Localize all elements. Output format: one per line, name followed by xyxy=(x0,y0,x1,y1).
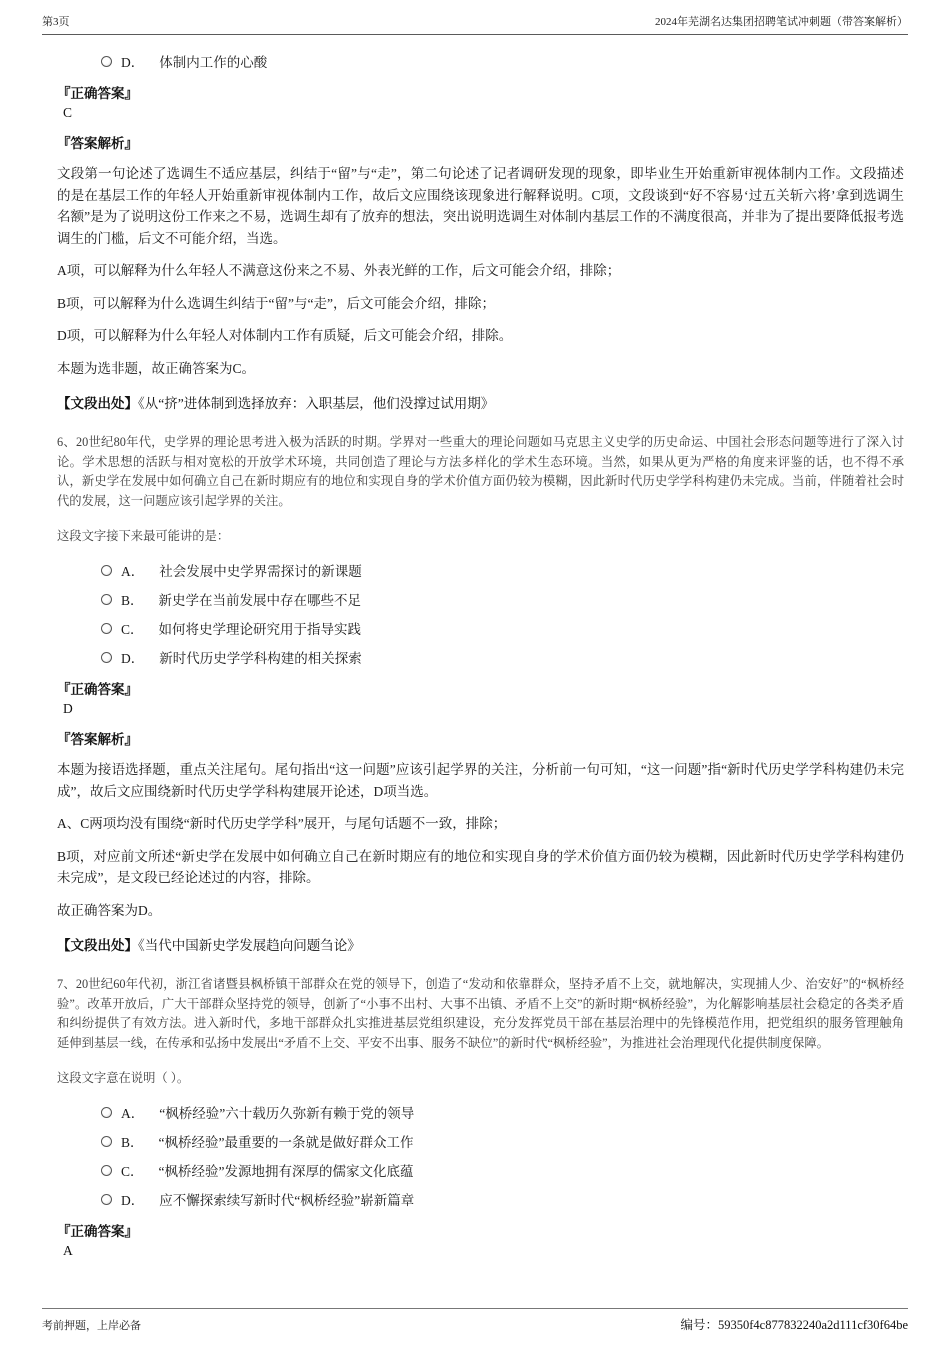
option-text: 新史学在当前发展中存在哪些不足 xyxy=(158,593,362,608)
source-label: 【文段出处】 xyxy=(57,396,138,411)
analysis-label: 『答案解析』 xyxy=(57,136,138,151)
option-letter: B． xyxy=(121,1135,144,1150)
analysis-paragraph: 文段第一句论述了选调生不适应基层，纠结于“留”与“走”，第二句论述了记者调研发现的现象，即毕业生开始重新审视体制内工作。文段描述的是在基层工作的年轻人开始重新审视体制内工作，故后文应围绕该现象进行解释说明。C项，文段谈到“好不容易‘过五关斩六将’拿到选调生名额”是为了说明这份工作来之不易，选调生却有了放弃的想法，突出说明选调生对体制内基层工作的不满度很高，并非为了提出要降低报考选调生的门槛，后文不可能介绍，当选。 xyxy=(57,166,904,246)
radio-icon[interactable] xyxy=(101,623,112,634)
radio-icon[interactable] xyxy=(101,1194,112,1205)
option-text: 应不懈探索续写新时代“枫桥经验”崭新篇章 xyxy=(159,1193,415,1208)
analysis-paragraph: B项，可以解释为什么选调生纠结于“留”与“走”，后文可能会介绍，排除； xyxy=(57,295,495,311)
option-text: “枫桥经验”六十载历久弥新有赖于党的领导 xyxy=(159,1106,415,1121)
option-letter: A． xyxy=(121,564,145,579)
page-header xyxy=(42,0,908,35)
analysis-paragraph: 本题为接语选择题，重点关注尾句。尾句指出“这一问题”应该引起学界的关注，分析前一句可知，“这一问题”指“新时代历史学学科构建仍未完成”，故后文应围绕新时代历史学学科构建展开论述，D项当选。 xyxy=(57,762,904,799)
radio-icon[interactable] xyxy=(101,56,112,67)
doc-code-label: 编号： xyxy=(680,1318,718,1332)
option-row[interactable] xyxy=(101,589,904,609)
page-footer xyxy=(42,1308,908,1345)
doc-code-value: 59350f4c877832240a2d111cf30f64be xyxy=(717,1318,908,1332)
option-letter: D． xyxy=(121,55,145,70)
option-row[interactable] xyxy=(101,618,904,638)
radio-icon[interactable] xyxy=(101,1165,112,1176)
option-row[interactable] xyxy=(101,647,904,667)
analysis-label: 『答案解析』 xyxy=(57,732,138,747)
answer-label: 『正确答案』 xyxy=(57,1224,138,1239)
question-stem: 6、20世纪80年代，史学界的理论思考进入极为活跃的时期。学界对一些重大的理论问题如马克思主义史学的历史命运、中国社会形态问题等进行了深入讨论。学术思想的活跃与相对宽松的开放学术环境，共同创造了理论与方法多样化的学术生态环境。当然，如果从更为严格的角度来评鉴的话，也不得不承认，新史学在发展中如何确立自己在新时期应有的地位和实现自身的学术价值方面仍较为模糊，因此新时代历史学学科构建仍未完成。当前，伴随着社会时代的发展，这一问题应该引起学界的关注。 xyxy=(57,435,904,508)
analysis-paragraph: A、C两项均没有围绕“新时代历史学学科”展开，与尾句话题不一致，排除； xyxy=(57,816,507,831)
option-text: 社会发展中史学界需探讨的新课题 xyxy=(159,564,362,579)
doc-code xyxy=(680,1315,908,1333)
document-content xyxy=(0,35,950,1308)
option-letter: B． xyxy=(121,593,144,608)
page-number: 第3页 xyxy=(42,16,70,28)
option-row[interactable] xyxy=(101,1189,904,1209)
source-line xyxy=(57,934,904,954)
analysis-paragraph: 本题为选非题，故正确答案为C。 xyxy=(57,360,256,376)
option-text: 如何将史学理论研究用于指导实践 xyxy=(158,622,362,637)
analysis-paragraph: D项，可以解释为什么年轻人对体制内工作有质疑，后文可能会介绍，排除。 xyxy=(57,328,513,343)
question-prompt: 这段文字接下来最可能讲的是： xyxy=(57,529,230,543)
doc-title: 2024年芜湖名达集团招聘笔试冲刺题（带答案解析） xyxy=(655,16,908,28)
analysis-paragraph: 故正确答案为D。 xyxy=(57,902,162,918)
option-letter: A． xyxy=(121,1106,145,1121)
source-line xyxy=(57,392,904,412)
radio-icon[interactable] xyxy=(101,652,112,663)
source-label: 【文段出处】 xyxy=(57,938,138,953)
answer-value: D xyxy=(63,701,73,716)
answer-value: C xyxy=(63,105,73,120)
footer-slogan: 考前押题，上岸必备 xyxy=(42,1320,141,1332)
answer-label: 『正确答案』 xyxy=(57,682,138,697)
radio-icon[interactable] xyxy=(101,1136,112,1147)
answer-value: A xyxy=(63,1243,73,1258)
source-title: 《从“挤”进体制到选择放弃：入职基层，他们没撑过试用期》 xyxy=(138,396,495,411)
radio-icon[interactable] xyxy=(101,565,112,576)
option-letter: C． xyxy=(121,622,144,637)
option-row[interactable] xyxy=(101,1102,904,1122)
question-stem: 7、20世纪60年代初，浙江省诸暨县枫桥镇干部群众在党的领导下，创造了“发动和依靠群众，坚持矛盾不上交，就地解决，实现捕人少、治安好”的“枫桥经验”。改革开放后，广大干部群众坚持党的领导，创新了“小事不出村、大事不出镇、矛盾不上交”的新时期“枫桥经验”，为化解影响基层社会稳定的各类矛盾和纠纷提供了有效方法。进入新时代，多地干部群众扎实推进基层党组织建设，充分发挥党员干部在基层治理中的先锋模范作用，把党组织的服务管理触角延伸到基层一线，在传承和弘扬中发展出“矛盾不上交、平安不出事、服务不缺位”的新时代“枫桥经验”，为推进社会治理现代化提供制度保障。 xyxy=(57,977,904,1050)
option-row[interactable] xyxy=(101,1160,904,1180)
radio-icon[interactable] xyxy=(101,594,112,605)
option-row[interactable] xyxy=(101,560,904,580)
option-letter: C． xyxy=(121,1164,144,1179)
option-letter: D． xyxy=(121,1193,145,1208)
option-letter: D． xyxy=(121,651,145,666)
option-text: “枫桥经验”最重要的一条就是做好群众工作 xyxy=(158,1135,414,1150)
answer-label: 『正确答案』 xyxy=(57,86,138,101)
option-row[interactable] xyxy=(101,1131,904,1151)
question-prompt: 这段文字意在说明（ ）。 xyxy=(57,1071,190,1085)
source-title: 《当代中国新史学发展趋向问题刍论》 xyxy=(138,938,361,953)
option-text: 新时代历史学学科构建的相关探索 xyxy=(159,651,362,666)
analysis-paragraph: B项，对应前文所述“新史学在发展中如何确立自己在新时期应有的地位和实现自身的学术价值方面仍较为模糊，因此新时代历史学学科构建仍未完成”，是文段已经论述过的内容，排除。 xyxy=(57,848,904,885)
radio-icon[interactable] xyxy=(101,1107,112,1118)
option-text: 体制内工作的心酸 xyxy=(159,55,268,70)
option-text: “枫桥经验”发源地拥有深厚的儒家文化底蕴 xyxy=(158,1164,414,1179)
option-row[interactable] xyxy=(101,51,904,71)
analysis-paragraph: A项，可以解释为什么年轻人不满意这份来之不易、外表光鲜的工作，后文可能会介绍，排除； xyxy=(57,263,621,278)
